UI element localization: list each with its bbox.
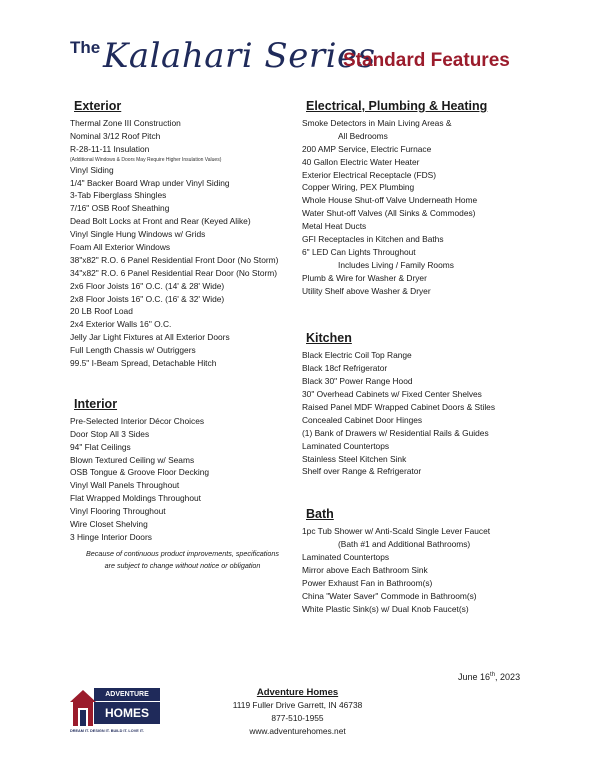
list-item: 1/4" Backer Board Wrap under Vinyl Siding (70, 177, 230, 188)
standard-features-title: Standard Features (343, 50, 510, 71)
list-item: Exterior Electrical Receptacle (FDS) (302, 169, 437, 180)
list-item: 2x6 Floor Joists 16" O.C. (14' & 28' Wide) (70, 280, 225, 291)
list-item: 99.5" I-Beam Spread, Detachable Hitch (70, 358, 217, 369)
list-item: Blown Textured Ceiling w/ Seams (70, 454, 195, 465)
list-item: Copper Wiring, PEX Plumbing (302, 182, 415, 193)
list-item: R-28-11-11 Insulation (70, 143, 150, 154)
list-item: 40 Gallon Electric Water Heater (302, 156, 420, 167)
house-icon (70, 688, 96, 728)
list-item: White Plastic Sink(s) w/ Dual Knob Faucet(s) (302, 603, 469, 614)
list-item: Water Shut-off Valves (All Sinks & Commodes) (302, 208, 476, 219)
list-item: Jelly Jar Light Fixtures at All Exterior Doors (70, 332, 230, 343)
list-item: Concealed Cabinet Door Hinges (302, 414, 423, 425)
list-item: Vinyl Single Hung Windows w/ Grids (70, 229, 206, 240)
list-item: Mirror above Each Bathroom Sink (302, 565, 428, 576)
list-item: Nominal 3/12 Roof Pitch (70, 130, 161, 141)
logo-line2: HOMES (94, 702, 160, 724)
bath-list (302, 525, 542, 615)
company-phone: 877-510-1955 (271, 713, 324, 723)
header-the: The (70, 38, 101, 57)
list-item: Black 18cf Refrigerator (302, 363, 388, 374)
document-date (458, 672, 520, 682)
date-ordinal: th (490, 672, 496, 678)
disclaimer (70, 548, 295, 572)
list-item: 94" Flat Ceilings (70, 441, 131, 452)
logo-line1: ADVENTURE (94, 688, 160, 701)
list-item: 200 AMP Service, Electric Furnace (302, 143, 432, 154)
left-column (70, 98, 295, 544)
list-item: (1) Bank of Drawers w/ Residential Rails & Guides (302, 427, 489, 438)
list-item: 30" Overhead Cabinets w/ Fixed Center Shelves (302, 389, 482, 400)
disclaimer-line: are subject to change without notice or obligation (104, 561, 261, 570)
list-item: Vinyl Wall Panels Throughout (70, 480, 180, 491)
interior-heading: Interior (74, 396, 118, 411)
list-item: 34"x82" R.O. 6 Panel Residential Rear Door (No Storm) (70, 267, 278, 278)
list-item: 2x4 Exterior Walls 16" O.C. (70, 319, 172, 330)
list-item: Black 30" Power Range Hood (302, 376, 413, 387)
list-item: OSB Tongue & Groove Floor Decking (70, 467, 210, 478)
list-item: Utility Shelf above Washer & Dryer (302, 285, 431, 296)
list-item: Shelf over Range & Refrigerator (302, 466, 422, 477)
list-item: Laminated Countertops (302, 440, 390, 451)
date-text: June 16 (458, 672, 491, 682)
list-item: Pre-Selected Interior Décor Choices (70, 415, 205, 426)
list-item: All Bedrooms (338, 130, 388, 141)
list-item: Black Electric Coil Top Range (302, 350, 412, 361)
list-item: 3 Hinge Interior Doors (70, 531, 152, 542)
list-item: China "Water Saver" Commode in Bathroom(s) (302, 590, 477, 601)
list-item: Vinyl Flooring Throughout (70, 506, 166, 517)
bath-heading: Bath (306, 507, 334, 522)
page-header (0, 28, 595, 84)
list-item: 6" LED Can Lights Throughout (302, 246, 416, 257)
list-item: Includes Living / Family Rooms (338, 259, 454, 270)
kitchen-heading: Kitchen (306, 331, 352, 346)
disclaimer-line: Because of continuous product improvements, specifications (86, 549, 279, 558)
kitchen-list (302, 349, 542, 478)
list-item: 38"x82" R.O. 6 Panel Residential Front Door (No Storm) (70, 254, 279, 265)
list-item: Smoke Detectors in Main Living Areas & (302, 118, 452, 128)
list-item: Laminated Countertops (302, 552, 390, 563)
right-column (302, 98, 542, 616)
logo-tagline: DREAM IT. DESIGN IT. BUILD IT. LOVE IT. (70, 729, 144, 733)
list-item: 1pc Tub Shower w/ Anti-Scald Single Lever Faucet (302, 526, 491, 537)
list-item: 3-Tab Fiberglass Shingles (70, 190, 167, 201)
list-item: Foam All Exterior Windows (70, 242, 171, 253)
list-item: Plumb & Wire for Washer & Dryer (302, 272, 427, 283)
electrical-heading: Electrical, Plumbing & Heating (306, 99, 488, 113)
series-title: Kalahari Series (103, 36, 376, 76)
list-item: Metal Heat Ducts (302, 221, 367, 232)
list-item: Dead Bolt Locks at Front and Rear (Keyed Alike) (70, 216, 251, 227)
list-item: 7/16" OSB Roof Sheathing (70, 203, 170, 214)
list-item: Full Length Chassis w/ Outriggers (70, 345, 196, 356)
list-item: Wire Closet Shelving (70, 519, 148, 530)
list-item: Flat Wrapped Moldings Throughout (70, 493, 201, 504)
list-item: Raised Panel MDF Wrapped Cabinet Doors & Stiles (302, 402, 496, 413)
exterior-list (70, 117, 295, 370)
list-item: 20 LB Roof Load (70, 306, 133, 317)
company-name: Adventure Homes (256, 687, 339, 698)
list-item: Thermal Zone III Construction (70, 118, 181, 128)
list-item: Power Exhaust Fan in Bathroom(s) (302, 577, 433, 588)
electrical-list (302, 117, 542, 297)
interior-list (70, 415, 295, 544)
list-item: Vinyl Siding (70, 164, 114, 175)
list-item: Whole House Shut-off Valve Underneath Home (302, 195, 478, 206)
list-item: Door Stop All 3 Sides (70, 428, 150, 439)
insulation-note: (Additional Windows & Doors May Require Higher Insulation Values) (70, 156, 222, 163)
exterior-heading: Exterior (74, 99, 122, 113)
list-item: GFI Receptacles in Kitchen and Baths (302, 234, 444, 245)
company-address: 1119 Fuller Drive Garrett, IN 46738 (232, 700, 363, 710)
footer (210, 686, 385, 738)
date-year: , 2023 (495, 672, 521, 682)
adventure-homes-logo (70, 688, 160, 740)
list-item: Stainless Steel Kitchen Sink (302, 453, 407, 464)
company-website: www.adventurehomes.net (249, 726, 346, 736)
list-item: (Bath #1 and Additional Bathrooms) (338, 539, 471, 550)
list-item: 2x8 Floor Joists 16" O.C. (16' & 32' Wide) (70, 293, 225, 304)
